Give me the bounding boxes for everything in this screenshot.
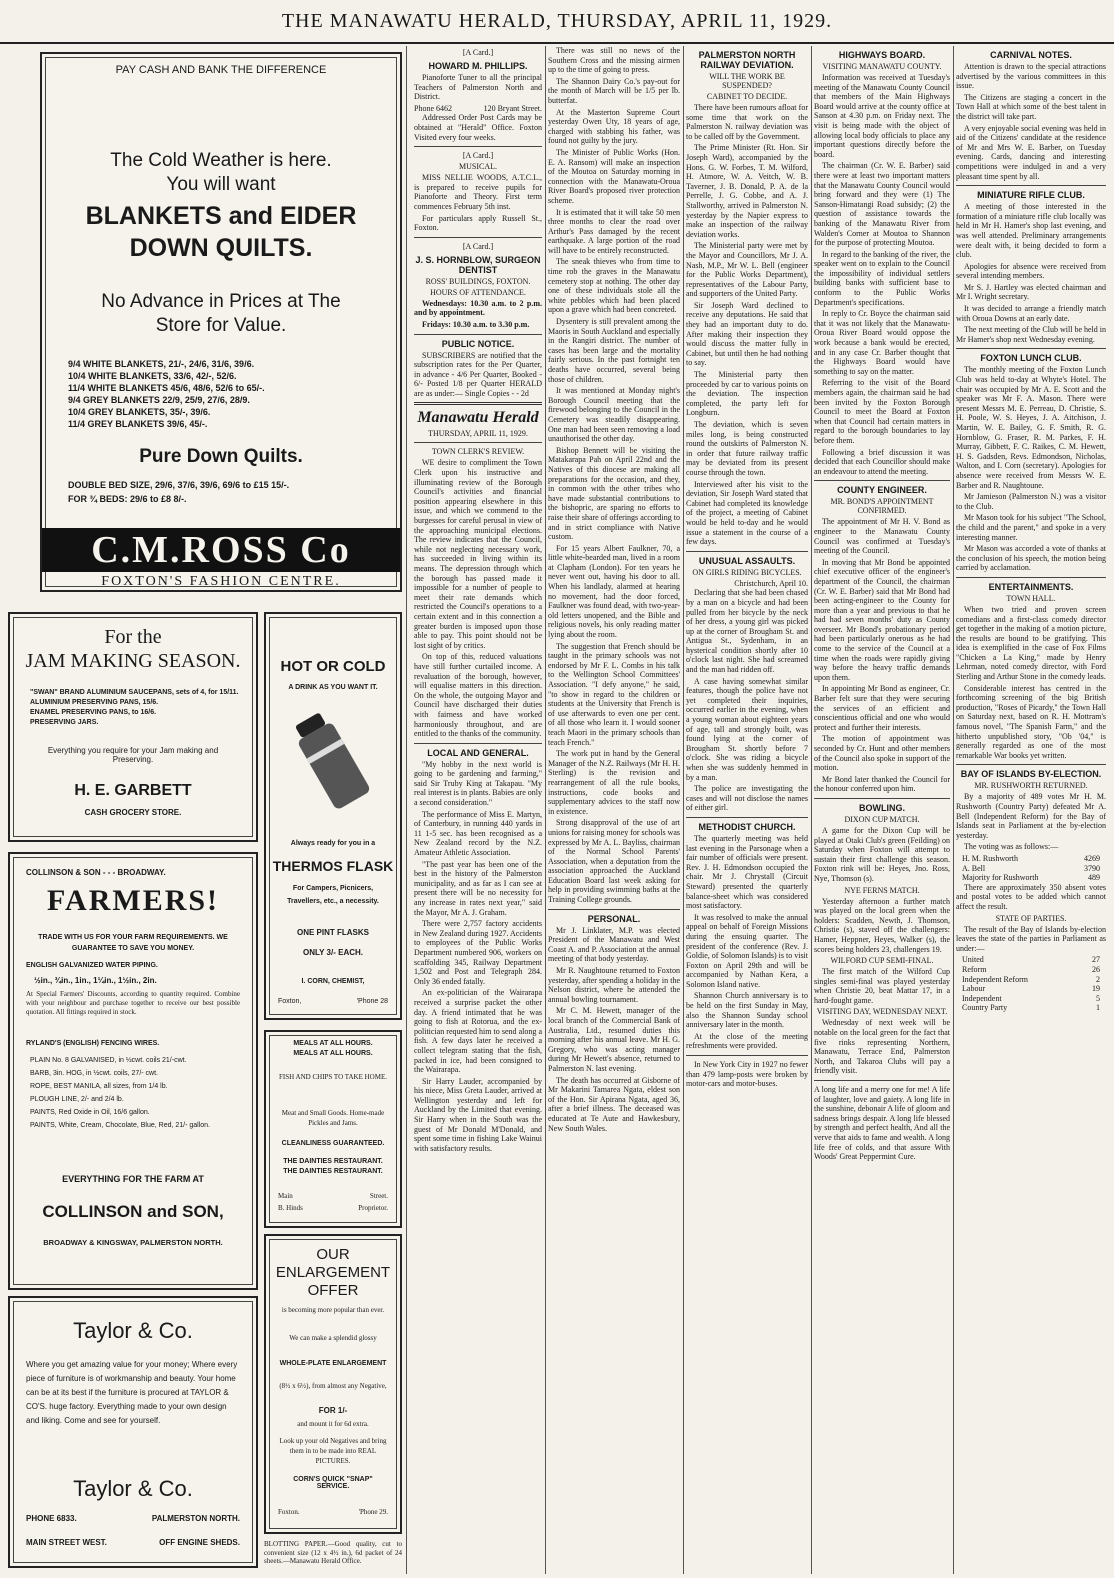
lunch-para: Mr Mason was accorded a vote of thanks at the conclusion of his speech, the motion being carried by acclamation. xyxy=(956,544,1106,573)
ross-line-2: You will want xyxy=(166,174,276,195)
column-rule xyxy=(545,46,546,1574)
news-item: It was mentioned at Monday night's Borough Council meeting that the firewood belonging to the Council in the Cemetery was steadily disappearing. One man had been seen removing a load unauthorised the other day. xyxy=(548,386,680,444)
enlarge-h2: ENLARGEMENT xyxy=(275,1264,391,1281)
garbett-note: Everything you require for your Jam making and Preserving. xyxy=(47,746,219,764)
vote-count: 4269 xyxy=(1084,853,1100,863)
collinson-trade: TRADE WITH US FOR YOUR FARM REQUIREMENTS. WE GUARANTEE TO SAVE YOU MONEY. xyxy=(38,934,228,952)
news-item: The work put in hand by the General Manager of the N.Z. Railways (Mr H. H. Sterling) is the revision and rearrangement of all the rule books, instructions, code books and supplementary advices to the staff now in existence. xyxy=(548,749,680,816)
lunch-para: Mr Jamieson (Palmerston N.) was a visitor to the Club. xyxy=(956,492,1106,511)
party-name: Country Party xyxy=(962,1003,1008,1013)
collinson-top: COLLINSON & SON - - - BROADWAY. xyxy=(26,868,166,877)
highways-para: In reply to Cr. Boyce the chairman said that it was not likely that the Manawatu-Oroua River Board would oppose the work because a bank would be erected, and in any case Cr. Barber thought that the Highways Board would have something to say on the matter. xyxy=(814,309,950,376)
rifle-para: Mr S. J. Hartley was elected chairman and Mr I. Wright secretary. xyxy=(956,282,1106,302)
party-row xyxy=(956,955,1106,965)
news-item: The Shannon Dairy Co.'s pay-out for the month of March will be 1/5 per lb. butterfat. xyxy=(548,76,680,105)
enlarge-p2: We can make a splendid glossy xyxy=(289,1334,377,1342)
enlarge-h3: OFFER xyxy=(307,1282,359,1299)
dainties-street: Street. xyxy=(369,1192,388,1200)
collinson-pipe: ENGLISH GALVANIZED WATER PIPING. xyxy=(26,962,158,969)
taylor-title-2: Taylor & Co. xyxy=(73,1476,193,1501)
methodist-para: It was resolved to make the annual appeal on behalf of Foreign Missions during the ensuing quarter. The president of the conference (Rev. J. Goldie, of Solomon Islands) is to visit Foxton on April 29th and will be accompanied by Nathan Kera, a Solomon Island native. xyxy=(686,912,808,989)
by-election-para: The result of the Bay of Islands by-election leaves the state of the parties in Parliament as under:— xyxy=(956,924,1106,953)
highways-sub: VISITING MANAWATU COUNTY. xyxy=(822,62,942,71)
ross-fashion: FOXTON'S FASHION CENTRE. xyxy=(101,574,341,589)
party-name: Reform xyxy=(962,964,987,974)
column-7 xyxy=(956,46,1106,1574)
phillips-name: HOWARD M. PHILLIPS. xyxy=(428,61,528,71)
railway-para: Sir Joseph Ward declined to receive any deputations. He said that they had an important duty to do. After making their inspection they would discuss the matter fully in Cabinet, but until then he had nothing to say. xyxy=(686,300,808,368)
bowling-wilford-heading: WILFORD CUP SEMI-FINAL. xyxy=(830,956,934,966)
hornblow-name: J. S. HORNBLOW, SURGEON DENTIST xyxy=(415,254,541,275)
news-item: There was still no news of the Southern Cross and the missing airmen up to the time of going to press. xyxy=(548,46,680,75)
highways-para: The chairman (Cr. W. E. Barber) said there were at least two important matters that the Manawatu County Council would bring forward and they were (1) The Sanson-Himatangi Road subsidy; (2) the question of assistance towards the banking of the Manawatu River from Walden's Corner at Moutoa to Shannon for the purpose of protecting Moutoa. xyxy=(814,161,950,248)
engineer-sub: MR. BOND'S APPOINTMENT CONFIRMED. xyxy=(830,497,934,516)
state-of-parties-heading: STATE OF PARTIES. xyxy=(995,913,1067,923)
party-seats: 2 xyxy=(1096,974,1100,984)
enlarge-p6: and mount it for 6d extra. xyxy=(297,1420,369,1428)
dainties-proprietor: Proprietor. xyxy=(358,1204,388,1212)
collinson-special: At Special Farmers' Discounts, according to quantity required. Combine with your neighbour and purchase together to receive our best possible quotation. All fittings required in stock. xyxy=(26,990,240,1016)
dainties-l3: FISH AND CHIPS TO TAKE HOME. xyxy=(279,1073,387,1081)
local-item: "My hobby in the next world is going to be gardening and farming," said Sir Truby King at Takapau. "My real interest is in plants. Babies are only a second consideration." xyxy=(414,759,542,808)
enlarge-foxton: Foxton. xyxy=(278,1508,300,1516)
list-item: "SWAN" BRAND ALUMINIUM SAUCEPANS, sets of 4, for 15/11. xyxy=(30,689,239,696)
enlargement-advert xyxy=(264,1234,402,1534)
peppermint-cure-verse: A long life and a merry one for me! A life of laughter, love and gaiety. A long life in the sunshine, debonair A life of gloom and sadness brings despair. A long life blessed by strength and perfect health, And all the verve that aids to fame and wealth. A long life free of colds, and that assure With Woods' Great Peppermint Cure. xyxy=(814,1085,950,1162)
railway-para: The Prime Minister (Rt. Hon. Sir Joseph Ward), accompanied by the Hons. G. W. Forbes, T. M. Wilford, H. Atmore, W. A. Veitch, W. B. Taverner, J. B. Donald, P. A. de la Perrelle, J. G. Cobbe, and A. J. Stallworthy, arrived in Palmerston N. yesterday by the Napier express to make an inspection of the railway deviation works. xyxy=(686,143,808,239)
engineer-para: The appointment of Mr H. V. Bond as engineer to the Manawatu County Council was confirmed at Tuesday's meeting of the Council. xyxy=(814,517,950,556)
ross-bed-2: FOR ¾ BEDS: 29/6 to £8 8/-. xyxy=(68,494,187,504)
railway-para: There have been rumours afloat for some time that work on the Palmerston N. railway deviation was to be called off by the Government. xyxy=(686,103,808,141)
railway-heading: PALMERSTON NORTH RAILWAY DEVIATION. xyxy=(698,50,796,70)
woods-text: MISS NELLIE WOODS, A.T.C.L., is prepared to receive pupils for Pianoforte and Theory. First term commences February 5th inst. xyxy=(414,173,542,211)
party-seats: 26 xyxy=(1092,964,1100,974)
bowling-heading: BOWLING. xyxy=(859,802,905,813)
entertainments-sub: TOWN HALL. xyxy=(1006,593,1056,603)
vote-name: A. Bell xyxy=(962,863,986,873)
lunch-club-heading: FOXTON LUNCH CLUB. xyxy=(980,353,1082,364)
taylor-town: PALMERSTON NORTH. xyxy=(151,1514,240,1523)
column-4 xyxy=(548,46,680,1574)
engineer-para: Mr Bond later thanked the Council for the honour conferred upon him. xyxy=(814,774,950,794)
card-label: [A Card.] xyxy=(462,151,494,161)
list-item: 9/4 WHITE BLANKETS, 21/-, 24/6, 31/6, 39/6. xyxy=(68,359,255,369)
highways-para: Referring to the visit of the Board members again, the chairman said he had been invited by the Foxton Borough Council to meet the Board at Foxton when that Council had certain matters in regard to the borough boundaries to lay before them. xyxy=(814,378,950,445)
masthead xyxy=(0,0,1114,44)
collinson-sizes: ½in., ¾in., 1in., 1¼in., 1½in., 2in. xyxy=(34,976,157,985)
corn-price: ONLY 3/- EACH. xyxy=(302,948,363,957)
by-election-heading: BAY OF ISLANDS BY-ELECTION. xyxy=(960,769,1102,780)
new-york-item: In New York City in 1927 no fewer than 479 lamp-posts were broken by motor-cars and motor-buses. xyxy=(686,1060,808,1089)
carnival-para: A very enjoyable social evening was held in aid of the Citizens' candidate at the residence of Mr and Mrs W. E. Barber, on Tuesday evening. Cards, dancing and interesting competitions were indulged in and a very pleasant time spent by all. xyxy=(956,123,1106,181)
methodist-para: At the close of the meeting refreshments were provided. xyxy=(686,1031,808,1051)
collinson-advert xyxy=(8,852,258,1290)
dainties-l6: THE DAINTIES RESTAURANT. xyxy=(283,1158,383,1165)
engineer-para: In moving that Mr Bond be appointed chief executive officer of the engineer's department of the Council, the chairman (Cr. W. E. Barber) said that Mr Bond had been acting-engineer to the County for more than a year and previous to that he had had seven months' duty as County overseer. Mr Bond's probationary period had been particularly onerous as he had come to the service of the Council at a time when the roads were rapidly giving way before the heavy traffic demands upon them. xyxy=(814,557,950,682)
personal-item: Mr C. M. Hewett, manager of the local branch of the Commercial Bank of Australia, Ltd., resumed duties this morning after his annual leave. Mr H. G. Gregory, who was acting manager during Mr Hewett's absence, returned to Palmerston N. last evening. xyxy=(548,1006,680,1073)
assaults-sub: ON GIRLS RIDING BICYCLES. xyxy=(692,567,802,577)
ross-advert xyxy=(40,52,402,592)
enlarge-phone: 'Phone 29. xyxy=(358,1508,388,1516)
list-item: ROPE, BEST MANILA, all sizes, from 1/4 lb. xyxy=(30,1083,168,1090)
engineer-para: In appointing Mr Bond as engineer, Cr. Barber felt sure that they were securing the services of an efficient and conscientious official and one who would protect and further their interests. xyxy=(814,684,950,732)
corn-ready: Always ready for you in a xyxy=(290,840,376,847)
collinson-wire: RYLAND'S (ENGLISH) FENCING WIRES. xyxy=(26,1040,160,1047)
phillips-orders: Addressed Order Post Cards may be obtained at "Herald" Office. Foxton Visited every four weeks. xyxy=(414,113,542,142)
column-rule xyxy=(953,46,954,1574)
rifle-club-heading: MINIATURE RIFLE CLUB. xyxy=(977,190,1085,201)
taylor-phone: PHONE 6833. xyxy=(26,1514,77,1523)
garbett-h2: JAM MAKING SEASON. xyxy=(25,650,241,672)
column-3 xyxy=(414,46,542,1574)
ross-logo-banner xyxy=(42,528,400,572)
corn-foxton: Foxton, xyxy=(278,998,302,1005)
review-para-1: WE desire to compliment the Town Clerk upon his instructive and illuminating review of the Borough Council's activities and financial position appearing elsewhere in this issue, and which we commend to the burgesses for careful perusal in view of the approaching municipal elections. The review indicates that the Council, while not neglecting necessary work, has succeeded in living within its means. The depression through which the borough has passed made it impossible for a number of people to meet their rate demands which restricted the Council's operations to a certain extent and in this connection a greater burden is imposed upon those able to pay. This point should not be lost sight of by critics. xyxy=(414,458,542,650)
methodist-para: The quarterly meeting was held last evening in the Parsonage when a fair number of officials were present. Rev. J. H. Edmondson occupied the chair. Mr J. Chrystall (Circuit Steward) presented the quarterly balance-sheet which was considered most satisfactory. xyxy=(686,833,808,911)
entertainments-para: Considerable interest has centred in the forthcoming screening of the big British production, "Roses of Picardy," the Town Hall on Saturday next, based on R. H. Mottram's famous novel, "The Spanish Farm," and the hitherto unpublished story, "Ob '04," is generally regarded as one of the most remarkable War books yet written. xyxy=(956,683,1106,760)
phillips-addr: 120 Bryant Street. xyxy=(483,103,542,113)
column-5 xyxy=(686,46,808,1574)
lunch-para: The monthly meeting of the Foxton Lunch Club was held to-day at Whyte's Hotel. The chair was occupied by Mr A. E. Scott and the speaker was Mr F. A. Mason. There were present Messrs M. E. Perreau, D. Christie, S. H. Poole, W. S. Heyes, J. A. Aitchison, J. Martin, W. E. Bailey, G. F. Smith, R. G. Hornblow, G. Fraser, R. M. Parkes, F. H. Murray, Gibbett, F. C. Raikes, C. M. Hewett, H. S. Gadsden, Revs. Edmondson, Nicholas, Walton, and I. Corn (secretary). Apologies for absence were received from Messrs W. E. Barber and R. Naughtoune. xyxy=(956,365,1106,490)
collinson-lines xyxy=(30,1054,242,1132)
carnival-para: Attention is drawn to the special attractions advertised by the various committees in this issue. xyxy=(956,62,1106,91)
card-label: [A Card.] xyxy=(462,241,494,251)
local-general-heading: LOCAL AND GENERAL. xyxy=(427,747,529,758)
news-item: The sneak thieves who from time to time rob the graves in the Manawatu cemetery stop at nothing. The other day one of these individuals stole all the white pebbles which had been placed upon a grave which had been concreted. xyxy=(548,257,680,315)
by-election-para: The voting was as follows:— xyxy=(964,842,1059,852)
personal-item: The death has occurred at Gisborne of Mr Makarini Tamarea Ngata, eldest son of the Hon. Sir Apirana Ngata, aged 36, after a brief illness. The deceased was educated at Te Aute and Hawkesbury, New South Wales. xyxy=(548,1075,680,1133)
highways-para: In regard to the banking of the river, the speaker went on to explain to the Council the impossibility of individual settlers building banks with sufficient base to conform to the Public Works Department's specifications. xyxy=(814,249,950,307)
rifle-para: Apologies for absence were received from several intending members. xyxy=(956,261,1106,281)
engineer-para: The motion of appointment was seconded by Cr. Hunt and other members of the Council also spoke in support of the motion. xyxy=(814,734,950,773)
taylor-main: MAIN STREET WEST. xyxy=(26,1538,107,1547)
list-item: PLAIN No. 8 GALVANISED, in ½cwt. coils 21/-cwt. xyxy=(30,1057,187,1064)
review-para-2: On top of this, reduced valuations have still further curtailed income. A revaluation of the borough, however, will equalise matters in this direction. On the whole, the outgoing Mayor and Council have discharged their duties with fairness and have worked harmoniously throughout, and are entitled to the thanks of the community. xyxy=(414,652,542,739)
party-row xyxy=(956,994,1106,1004)
blotting-paper-notice: BLOTTING PAPER.—Good quality, cut to convenient size (12 x 4½ in.), 6d packet of 24 sheets.—Manawatu Herald Office. xyxy=(264,1540,402,1565)
phillips-text: Pianoforte Tuner to all the principal Teachers of Palmerston North and District. xyxy=(414,73,542,102)
party-row xyxy=(956,984,1106,994)
garbett-name: H. E. GARBETT xyxy=(74,782,192,799)
dainties-l2: MEALS AT ALL HOURS. xyxy=(293,1050,373,1057)
enlarge-h1: OUR xyxy=(316,1246,350,1263)
majority-value: 489 xyxy=(1088,873,1100,883)
corn-pint: ONE PINT FLASKS xyxy=(296,928,369,937)
ross-slogan: PAY CASH AND BANK THE DIFFERENCE xyxy=(115,64,327,76)
corn-phone: 'Phone 28 xyxy=(356,998,388,1005)
bowling-visiting-heading: VISITING DAY, WEDNESDAY NEXT. xyxy=(816,1007,948,1017)
dainties-hinds: B. Hinds xyxy=(278,1204,303,1212)
local-item: Sir Harry Lauder, accompanied by his niece, Miss Greta Lauder, arrived at Wellington yesterday and left for Auckland by the Limited that evening. Sir Harry when in the South was the guest of Mr Donald M'Donald, and spent some time in fishing Lake Wainui with satisfactory results. xyxy=(414,1076,542,1153)
enlarge-p8: CORN'S QUICK "SNAP" SERVICE. xyxy=(293,1476,373,1490)
woods-text-2: For particulars apply Russell St., Foxton. xyxy=(414,213,542,233)
enlarge-p7: Look up your old Negatives and bring them in to be made into REAL PICTURES. xyxy=(279,1437,387,1465)
garbett-store: CASH GROCERY STORE. xyxy=(84,808,182,817)
party-name: Independent xyxy=(962,993,1002,1003)
railway-sub-2: CABINET TO DECIDE. xyxy=(706,92,788,101)
taylor-advert xyxy=(8,1296,258,1568)
collinson-title: FARMERS! xyxy=(46,884,220,917)
ross-bed-1: DOUBLE BED SIZE, 29/6, 37/6, 39/6, 69/6 to £15 15/-. xyxy=(68,480,290,490)
corn-chemist: I. CORN, CHEMIST, xyxy=(301,978,365,985)
party-row xyxy=(956,965,1106,975)
list-item: PLOUGH LINE, 2/- and 2/4 lb. xyxy=(30,1096,124,1103)
herald-nameplate: Manawatu Herald xyxy=(417,409,539,427)
engineer-heading: COUNTY ENGINEER. xyxy=(837,485,927,496)
corn-thermos-advert xyxy=(264,612,402,1020)
ross-line-5: No Advance in Prices at The Store for Value. xyxy=(101,291,341,336)
highways-para: Information was received at Tuesday's meeting of the Manawatu County Council that members of the Main Highways Board would arrive at the county office at Sanson at 4.30 p.m. on Friday next. The visit is being made with the object of allowing local body officials to place any important questions directly before the board. xyxy=(814,73,950,159)
column-6 xyxy=(814,46,950,1574)
herald-date: THURSDAY, APRIL 11, 1929. xyxy=(428,429,528,439)
bowling-para: Wednesday of next week will be notable on the local green for the fact that five rinks representing Northern, Manawatu, Terrace End, Palmerston North, and Takaroa Clubs will pay a friendly visit. xyxy=(814,1018,950,1076)
entertainments-para: When two tried and proven screen comedians and a first-class comedy director get together in the making of a motion picture, the results are bound to be gratifying. This idea is exemplified in the case of Fox Films "Chicken a La King," made by Henry Lehrman, noted comedy director, with Ford Sterling and Arthur Stone in the comedy leads. xyxy=(956,604,1106,682)
lunch-para: Mr Mason took for his subject "The School, the child and the parent," and spoke in a very interesting manner. xyxy=(956,513,1106,542)
garbett-advert xyxy=(8,612,258,842)
phillips-contact xyxy=(414,104,542,114)
column-rule xyxy=(406,46,407,1574)
vote-row xyxy=(956,864,1106,874)
garbett-h1: For the xyxy=(104,626,162,648)
enlarge-p4: (8½ x 6½), from almost any Negative, xyxy=(279,1382,387,1390)
musical-heading: MUSICAL. xyxy=(458,162,497,172)
news-item: For 15 years Albert Faulkner, 70, a little white-bearded man, lived in a room at Clapham (London). For ten years he never went out, having his door to all. When his landlady, alarmed at hearing no movement, had the door forced, Faulkner was found dead, with two-year-old letters unopened, and the Bible and religious novels, his only reading matter lying about the room. xyxy=(548,543,680,640)
assaults-para: A case having somewhat similar features, though the police have not yet completed their inquiries, occurred earlier in the evening, when a young woman about eighteen years of age, tall and strongly built, was found lying at the corner of Brougham St. shortly before 7 o'clock. She was riding a bicycle when she was suddenly hemmed in by a man. xyxy=(686,676,808,782)
news-item: Strong disapproval of the use of art unions for raising money for schools was expressed by Mr A. L. Bayliss, chairman of the Normal School Parents' Association, when a deputation from the association approached the Auckland Education Board last week asking for help in providing swimming baths at the Training College grounds. xyxy=(548,818,680,905)
corn-h2: A DRINK AS YOU WANT IT. xyxy=(288,684,378,691)
collinson-every: EVERYTHING FOR THE FARM AT xyxy=(62,1174,204,1184)
corn-h1: HOT OR COLD xyxy=(280,658,386,675)
bowling-para: A game for the Dixon Cup will be played at Otaki Club's green (Feilding) on Saturday when Foxton will attempt to sustain their first challenge this season. Foxton rink will be: Heyes, Jno. Ross, Nye, Thomson (s). xyxy=(814,825,950,883)
party-name: United xyxy=(962,955,984,965)
hornblow-wed: Wednesdays: 10.30 a.m. to 2 p.m. and by appointment. xyxy=(414,298,542,318)
majority-row xyxy=(956,873,1106,883)
by-election-para: There are approximately 350 absent votes and postal votes to be added which cannot affect the result. xyxy=(956,882,1106,911)
highways-heading: HIGHWAYS BOARD. xyxy=(838,50,926,60)
news-item: Bishop Bennett will be visiting the Matakarapa Pah on April 22nd and the Natives of this diocese are making all preparations for the occasion, and they, in common with the other tribes who have made substantial contributions to the bishopric, are sparing no efforts to raise their share of offerings according to and in strict compliance with Native custom. xyxy=(548,445,680,542)
column-rule xyxy=(683,46,684,1574)
news-item: It is estimated that it will take 50 men three months to clear the road over Arthur's Pass damaged by the recent earthquake. A large portion of the road will have to be entirely reconstructed. xyxy=(548,207,680,255)
railway-sub-1: WILL THE WORK BE SUSPENDED? xyxy=(709,72,785,90)
column-rule xyxy=(811,46,812,1574)
bowling-nye-heading: NYE FERNS MATCH. xyxy=(844,885,920,895)
party-name: Labour xyxy=(962,984,986,994)
railway-para: The Ministerial party then proceeded by car to various points on the deviation. The inspection completed, the party left for Longburn. xyxy=(686,370,808,418)
assaults-heading: UNUSUAL ASSAULTS. xyxy=(698,555,796,566)
ross-line-1: The Cold Weather is here. xyxy=(110,150,332,171)
ross-line-3: BLANKETS and EIDER xyxy=(85,202,357,230)
assaults-para: The police are investigating the cases and will not disclose the names of either girl. xyxy=(686,784,808,813)
party-seats: 5 xyxy=(1096,993,1100,1003)
local-item: There were 2,757 factory accidents in New Zealand during 1927. Accidents to employees of the Public Works Department numbered 906, workers on scaffolding 345, Railway Department 1,502 and Post and Telegraph 284. Only 36 ended fatally. xyxy=(414,919,542,986)
ross-blanket-list xyxy=(68,358,390,430)
dainties-l7: THE DAINTIES RESTAURANT. xyxy=(283,1168,383,1175)
personal-item: Mr J. Linklater, M.P. was elected President of the Manawatu and West Coast A. and P. Association at the annual meeting of that body yesterday. xyxy=(548,925,680,964)
local-item: The performance of Miss E. Martyn, of Canterbury, in running 440 yards in 11 1-5 sec. has been recognised as a New Zealand record by the N.Z. Amateur Athletic Association. xyxy=(414,809,542,858)
taylor-body: Where you get amazing value for your money; Where every piece of furniture is of workmanship and beauty. Your home can be at its best if the furniture is procured at TAYLOR & CO'S. huge factory. Everything made to your own design and liking. Come and see for yourself. xyxy=(26,1360,238,1425)
personal-item: Mr R. Naughtoune returned to Foxton yesterday, after spending a holiday in the Nelson district, where he attended the annual bowling tournament. xyxy=(548,966,680,1004)
collinson-addr: BROADWAY & KINGSWAY, PALMERSTON NORTH. xyxy=(43,1238,223,1247)
vote-name: H. M. Rushworth xyxy=(962,853,1019,863)
rifle-para: It was decided to arrange a friendly match with Oroua Downs at an early date. xyxy=(956,304,1106,323)
methodist-heading: METHODIST CHURCH. xyxy=(698,821,796,832)
enlarge-p3: WHOLE-PLATE ENLARGEMENT xyxy=(279,1360,387,1367)
entertainments-heading: ENTERTAINMENTS. xyxy=(988,581,1074,592)
personal-heading: PERSONAL. xyxy=(587,913,641,924)
majority-label: Majority for Rushworth xyxy=(962,873,1039,883)
hornblow-fri: Fridays: 10.30 a.m. to 3.30 p.m. xyxy=(422,319,530,329)
list-item: PAINTS, Red Oxide in Oil, 16/6 gallon. xyxy=(30,1109,150,1116)
ross-logo: C.M.ROSS Co xyxy=(91,529,351,571)
corn-for: For Campers, Picnicers, Travellers, etc., a necessity. xyxy=(287,885,379,905)
phillips-phone: Phone 6462 xyxy=(414,103,452,113)
by-election-sub: MR. RUSHWORTH RETURNED. xyxy=(974,781,1088,791)
rifle-para: The next meeting of the Club will be held in Mr Hamer's shop next Wednesday evening. xyxy=(956,325,1106,344)
enlarge-p1: is becoming more popular than ever. xyxy=(281,1306,385,1314)
garbett-list xyxy=(30,688,242,728)
card-label: [A Card.] xyxy=(462,48,494,57)
party-seats: 27 xyxy=(1092,955,1100,965)
list-item: 11/4 WHITE BLANKETS 45/6, 48/6, 52/6 to 65/-. xyxy=(68,383,265,393)
list-item: PRESERVING JARS. xyxy=(30,719,99,726)
list-item: 11/4 GREY BLANKETS 39/6, 45/-. xyxy=(68,419,208,429)
ross-line-4: DOWN QUILTS. xyxy=(129,234,313,262)
vote-row xyxy=(956,854,1106,864)
list-item: ENAMEL PRESERVING PANS, to 16/6. xyxy=(30,709,157,716)
assaults-para: Declaring that she had been chased by a man on a bicycle and had been pulled from her bicycle by the neck of her dress, a young girl was picked up at the corner of Brougham St. and Antigua St., Sydenham, in an hysterical condition shortly after 10 o'clock last night. She had screamed and the man had ridden off. xyxy=(686,588,808,675)
masthead-title: THE MANAWATU HERALD, THURSDAY, APRIL 11, 1929. xyxy=(281,9,833,32)
local-item: "The past year has been one of the best in the history of the Palmerston municipality, and as far as I can see at present there will be no necessity for any increase in rates next year," said the Mayor, Mr A. J. Graham. xyxy=(414,859,542,917)
corn-flask: THERMOS FLASK xyxy=(272,858,394,874)
subscription-text: SUBSCRIBERS are notified that the subscription rates for the Per Quarter, in advance - 4/6 Per Quarter, Booked - 6/- Posted 1/8 per Quarter HERALD are as under:— Single Copies - - 2d xyxy=(414,350,542,398)
dainties-l5: CLEANLINESS GUARANTEED. xyxy=(281,1140,385,1147)
rifle-para: A meeting of those interested in the formation of a miniature rifle club locally was held in Mr H. Hamer's shop last evening, and was well attended. Preliminary arrangements were dealt with, it being decided to form a club. xyxy=(956,202,1106,260)
public-notice-heading: PUBLIC NOTICE. xyxy=(441,338,515,349)
railway-para: The Ministerial party were met by the Mayor and Councillors, Mr J. A. Nash, M.P., Mr W. L. Bell (engineer for the Public Works Department), representatives of the Labour Party, and supporters of the United Party. xyxy=(686,241,808,299)
thermos-flask-icon xyxy=(290,706,380,816)
list-item: 10/4 WHITE BLANKETS, 33/6, 42/-, 52/6. xyxy=(68,371,237,381)
ross-pure-quilts: Pure Down Quilts. xyxy=(139,446,303,467)
party-name: Independent Reform xyxy=(962,974,1028,984)
railway-para: The deviation, which is seven miles long, is being constructed round the outskirts of Palmerston N. in order that future railway traffic may be deviated from its present course through the town. xyxy=(686,420,808,477)
list-item: ALUMINIUM PRESERVING PANS, 15/6. xyxy=(30,699,159,706)
collinson-name: COLLINSON and SON, xyxy=(42,1202,224,1221)
news-item: The suggestion that French should be taught in the primary schools was not endorsed by Mr F. L. Combs in his talk to the Wellington School Committees' Association. "I defy anyone," he said, "to show in regard to the children or students at the University that French is of use afterwards to even one per cent. of all those who learn it. I would sooner teach Maori in the primary schools than teach French." xyxy=(548,641,680,747)
party-seats: 1 xyxy=(1096,1003,1100,1013)
list-item: 9/4 GREY BLANKETS 22/9, 25/9, 27/6, 28/9. xyxy=(68,395,250,405)
carnival-heading: CARNIVAL NOTES. xyxy=(990,50,1072,60)
enlarge-p5: FOR 1/- xyxy=(318,1406,348,1415)
by-election-para: By a majority of 489 votes Mr H. M. Rushworth (Country Party) defeated Mr A. Bell (Independent Reform) for the Bay of Islands seat in Parliament at the by-election yesterday. xyxy=(956,792,1106,840)
dainties-main: Main xyxy=(278,1192,293,1200)
dainties-l4: Meat and Small Goods. Home-made Pickles and Jams. xyxy=(281,1109,385,1127)
dainties-l1: MEALS AT ALL HOURS. xyxy=(293,1040,373,1047)
carnival-para: The Citizens are staging a concert in the Town Hall at which some of the best talent in the district will take part. xyxy=(956,92,1106,121)
taylor-off: OFF ENGINE SHEDS. xyxy=(159,1538,240,1547)
methodist-para: Shannon Church anniversary is to be held on the first Sunday in May, also the Shannon Sunday school anniversary later in the month. xyxy=(686,991,808,1030)
vote-count: 3790 xyxy=(1084,863,1100,873)
railway-para: Interviewed after his visit to the deviation, Sir Joseph Ward stated that Cabinet had completed its knowledge of the project, a meeting of Cabinet would be held to-day and he would issue a statement in the course of a few days. xyxy=(686,479,808,547)
bowling-sub: DIXON CUP MATCH. xyxy=(844,814,920,824)
list-item: PAINTS, White, Cream, Chocolate, Blue, Red, 21/- gallon. xyxy=(30,1122,211,1129)
party-row xyxy=(956,975,1106,985)
dainties-advert xyxy=(264,1030,402,1228)
review-heading: TOWN CLERK'S REVIEW. xyxy=(431,447,525,457)
list-item: BARB, 3in. HOG, in ½cwt. coils, 27/- cwt. xyxy=(30,1070,158,1077)
news-item: At the Masterton Supreme Court yesterday Owen Uty, 18 years of age, charged with stabbing his father, was found not guilty by the jury. xyxy=(548,107,680,146)
news-item: The Minister of Public Works (Hon. E. A. Ransom) will make an inspection of the Moutoa on Saturday morning in connection with the Manawatu-Oroua River Board's proposed river protection scheme. xyxy=(548,147,680,205)
assaults-dateline: Christchurch, April 10. xyxy=(734,578,808,588)
party-seats: 19 xyxy=(1092,984,1100,994)
taylor-title: Taylor & Co. xyxy=(73,1318,193,1343)
list-item: 10/4 GREY BLANKETS, 35/-, 39/6. xyxy=(68,407,211,417)
bowling-para: Yesterday afternoon a further match was played on the local green when the holders: Scadden, Newth, J. Thomson, Christie (s), staved off the challengers: Hamer, Heppner, Heyes, Walker (s), the scores being holders 23, challengers 19. xyxy=(814,896,950,954)
party-row xyxy=(956,1003,1106,1013)
news-item: Dysentery is still prevalent among the Maoris in South Auckland and especially in the Rangiri district. The number of cases has been large and the mortality fairly serious. In the past fortnight ten deaths have occurred, several being those of children. xyxy=(548,317,680,384)
hornblow-hours: HOURS OF ATTENDANCE. xyxy=(430,287,526,297)
highways-para: Following a brief discussion it was decided that each Councillor should make an endeavour to attend the meeting. xyxy=(814,447,950,476)
local-item: An ex-politician of the Wairarapa received a surprise packet the other day. A friend intimated that he was going to fish at Rotorua, and the ex-politician requested him to send along a fish. A few days later he received a collect telegram stating that the fish, packed in ice, had been consigned to the Wairarapa. xyxy=(414,988,542,1075)
hornblow-addr: ROSS' BUILDINGS, FOXTON. xyxy=(425,276,531,286)
bowling-para: The first match of the Wilford Cup singles semi-final was played yesterday when Christie 20, beat Mattar 17, in a hard-fought game. xyxy=(814,967,950,1005)
